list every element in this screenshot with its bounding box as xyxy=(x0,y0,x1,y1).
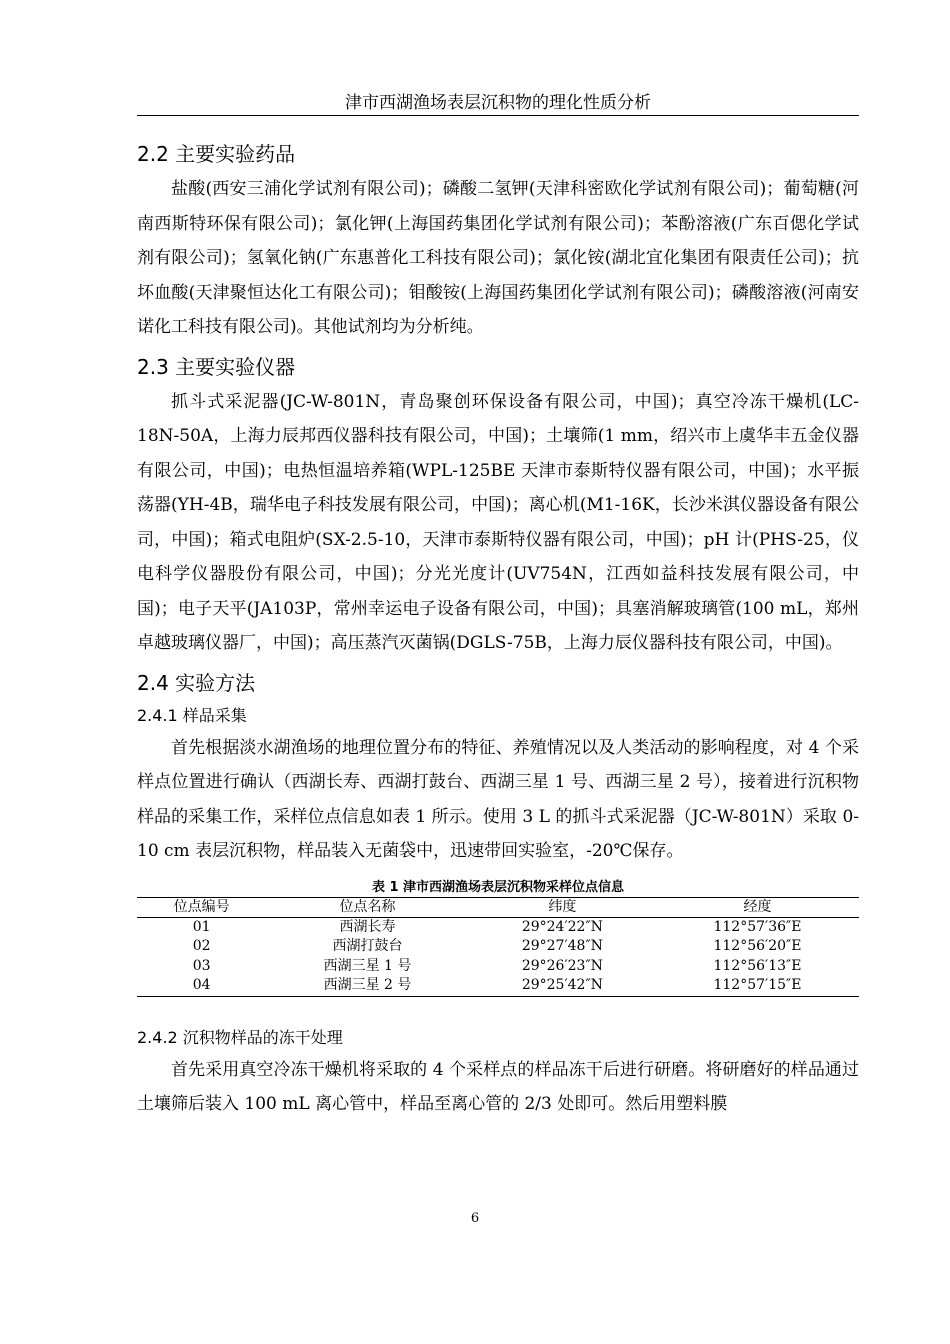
running-header: 津市西湖渔场表层沉积物的理化性质分析 xyxy=(345,93,651,113)
cell-site-name: 西湖打鼓台 xyxy=(332,938,403,954)
page-content xyxy=(137,132,859,1122)
page-number: 6 xyxy=(470,1211,480,1226)
table-caption: 表 1 津市西湖渔场表层沉积物采样位点信息 xyxy=(371,879,625,895)
cell-site-name: 西湖长寿 xyxy=(339,918,396,935)
section-heading-2-2: 2.2 主要实验药品 xyxy=(137,142,296,166)
table-row xyxy=(137,976,859,996)
cell-longitude: 112°57′15″E xyxy=(656,976,859,996)
cell-site-name: 西湖三星 1 号 xyxy=(323,957,412,974)
cell-longitude: 112°56′13″E xyxy=(713,957,802,974)
sampling-sites-table xyxy=(137,897,859,997)
cell-site-id: 02 xyxy=(192,938,211,954)
col-header-site-name: 位点名称 xyxy=(266,897,469,917)
cell-latitude: 29°24′22″N xyxy=(521,918,603,935)
cell-latitude: 29°26′23″N xyxy=(521,957,603,974)
table-row xyxy=(137,917,859,937)
header-rule xyxy=(137,115,859,116)
table-header-row xyxy=(137,897,859,917)
instruments-paragraph: 抓斗式采泥器(JC-W-801N，青岛聚创环保设备有限公司，中国)；真空冷冻干燥机(LC-18N-50A，上海力辰邦西仪器科技有限公司，中国)；土壤筛(1 mm，绍兴市上虞华丰五金仪器有限公司，中国)；电热恒温培养箱(WPL-125BE 天津市泰斯特仪器有限公司，中国)；水平振荡器(YH-4B，瑞华电子科技发展有限公司，中国)；离心机(M1-16K，长沙米淇仪器设备有限公司，中国)；箱式电阻炉(SX-2.5-10，天津市泰斯特仪器有限公司，中国)；pH 计(PHS-25，仪电科学仪器股份有限公司，中国)；分光光度计(UV754N，江西如益科技发展有限公司，中国)；电子天平(JA103P，常州幸运电子设备有限公司，中国)；具塞消解玻璃管(100 mL，郑州卓越玻璃仪器厂，中国)；高压蒸汽灭菌锅(DGLS-75B，上海力辰仪器科技有限公司，中国)。 xyxy=(137,391,859,653)
cell-latitude: 29°27′48″N xyxy=(521,938,603,954)
cell-site-id: 01 xyxy=(192,918,211,935)
table-row xyxy=(137,957,859,977)
cell-site-id: 04 xyxy=(137,976,266,996)
cell-longitude: 112°56′20″E xyxy=(713,938,802,954)
subsection-heading-2-4-1: 2.4.1 样品采集 xyxy=(137,705,247,725)
section-heading-2-4: 2.4 实验方法 xyxy=(137,670,256,695)
cell-latitude: 29°25′42″N xyxy=(469,976,656,996)
cell-site-id: 03 xyxy=(192,957,211,974)
subsection-heading-2-4-2: 2.4.2 沉积物样品的冻干处理 xyxy=(137,1027,343,1047)
cell-longitude: 112°57′36″E xyxy=(713,918,802,935)
cell-site-name: 西湖三星 2 号 xyxy=(266,976,469,996)
col-header-latitude: 纬度 xyxy=(469,897,656,917)
table-row xyxy=(137,937,859,957)
freeze-drying-paragraph: 首先采用真空冷冻干燥机将采取的 4 个采样点的样品冻干后进行研磨。将研磨好的样品通过土壤筛后装入 100 mL 离心管中，样品至离心管的 2/3 处即可。然后用塑料膜 xyxy=(137,1059,859,1114)
sampling-paragraph: 首先根据淡水湖渔场的地理位置分布的特征、养殖情况以及人类活动的影响程度，对 4 个采样点位置进行确认（西湖长寿、西湖打鼓台、西湖三星 1 号、西湖三星 2 号），接着进行沉积物样品的采集工作，采样位点信息如表 1 所示。使用 3 L 的抓斗式采泥器（JC-W-801N）采取 0-10 cm 表层沉积物，样品装入无菌袋中，迅速带回实验室，-20℃保存。 xyxy=(137,737,859,861)
col-header-longitude: 经度 xyxy=(656,897,859,917)
reagents-paragraph: 盐酸(西安三浦化学试剂有限公司)；磷酸二氢钾(天津科密欧化学试剂有限公司)；葡萄糖(河南西斯特环保有限公司)；氯化钾(上海国药集团化学试剂有限公司)；苯酚溶液(广东百偲化学试剂有限公司)；氢氧化钠(广东惠普化工科技有限公司)；氯化铵(湖北宜化集团有限责任公司)；抗坏血酸(天津聚恒达化工有限公司)；钼酸铵(上海国药集团化学试剂有限公司)；磷酸溶液(河南安诺化工科技有限公司)。其他试剂均为分析纯。 xyxy=(137,179,859,337)
section-heading-2-3: 2.3 主要实验仪器 xyxy=(137,354,296,379)
col-header-site-id: 位点编号 xyxy=(137,897,266,917)
